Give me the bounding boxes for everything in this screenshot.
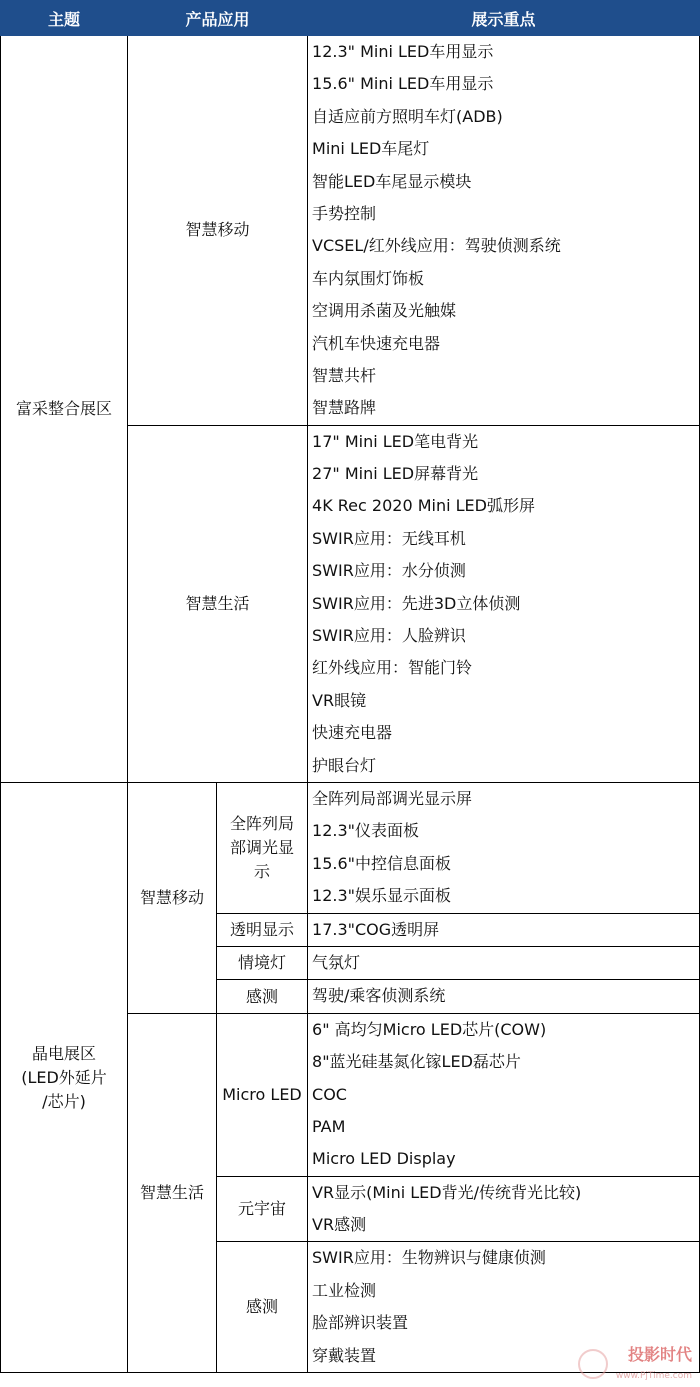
group-label-line: 部调光显 — [230, 837, 295, 857]
zone2-mobility-group-0-points — [308, 782, 700, 913]
zone2-living-group-1: 元宇宙 — [217, 1176, 308, 1242]
list-item: 脸部辨识装置 — [312, 1313, 409, 1333]
list-item: 6" 高均匀Micro LED芯片(COW) — [312, 1019, 547, 1039]
list-item: 12.3"娱乐显示面板 — [312, 886, 452, 906]
zone2-mobility-group-3: 感测 — [217, 980, 308, 1013]
group-label-line: 示 — [254, 861, 271, 881]
list-item: 17" Mini LED笔电背光 — [312, 431, 479, 451]
zone2-living-label: 智慧生活 — [128, 1013, 217, 1372]
zone2-mobility-row-1 — [1, 782, 700, 913]
list-item: 汽机车快速充电器 — [312, 333, 441, 353]
list-item: 智慧共杆 — [312, 365, 377, 385]
zone2-living-group-1-points — [308, 1176, 700, 1242]
list-item: SWIR应用：无线耳机 — [312, 528, 466, 548]
zone1-name: 富采整合展区 — [1, 36, 128, 783]
zone2-living-group-0-points — [308, 1013, 700, 1176]
list-item: 15.6" Mini LED车用显示 — [312, 74, 494, 94]
group-label-line: 全阵列局 — [230, 813, 295, 833]
list-item: 8"蓝光硅基氮化镓LED磊芯片 — [312, 1052, 521, 1072]
header-theme: 主题 — [1, 1, 128, 36]
zone2-name-line2: (LED外延片 — [21, 1067, 107, 1087]
zone2-mobility-group-2: 情境灯 — [217, 946, 308, 979]
list-item: 自适应前方照明车灯(ADB) — [312, 106, 503, 126]
zone2-name — [1, 782, 128, 1372]
list-item: SWIR应用：先进3D立体侦测 — [312, 593, 521, 613]
zone2-mobility-group-1-points — [308, 913, 700, 946]
list-item: 4K Rec 2020 Mini LED弧形屏 — [312, 496, 535, 516]
list-item: Mini LED车尾灯 — [312, 139, 430, 159]
watermark-text: 投影时代 — [627, 1345, 692, 1364]
list-item: VR感测 — [312, 1215, 367, 1235]
list-item: 手势控制 — [312, 203, 377, 223]
list-item: SWIR应用：水分侦测 — [312, 561, 466, 581]
watermark-logo-icon — [578, 1349, 608, 1379]
zone2-living-group-2: 感测 — [217, 1242, 308, 1373]
header-row — [1, 1, 700, 36]
list-item: 空调用杀菌及光触媒 — [312, 301, 457, 321]
list-item: PAM — [312, 1116, 346, 1136]
list-item: 17.3"COG透明屏 — [312, 919, 440, 939]
zone1-living-points — [308, 425, 700, 782]
list-item: SWIR应用：生物辨识与健康侦测 — [312, 1248, 546, 1268]
zone2-mobility-label: 智慧移动 — [128, 782, 217, 1013]
list-item: 护眼台灯 — [312, 755, 377, 775]
zone2-mobility-group-0 — [217, 782, 308, 913]
list-item: 全阵列局部调光显示屏 — [312, 788, 473, 808]
zone2-mobility-group-1: 透明显示 — [217, 913, 308, 946]
zone1-mobility-points — [308, 36, 700, 426]
list-item: VR显示(Mini LED背光/传统背光比较) — [312, 1182, 582, 1202]
list-item: 智能LED车尾显示模块 — [312, 171, 472, 191]
list-item: 快速充电器 — [312, 723, 393, 743]
list-item: 15.6"中控信息面板 — [312, 853, 452, 873]
list-item: 车内氛围灯饰板 — [312, 268, 425, 288]
list-item: 12.3"仪表面板 — [312, 821, 420, 841]
list-item: 气氛灯 — [312, 952, 361, 972]
list-item: 27" Mini LED屏幕背光 — [312, 464, 479, 484]
header-application: 产品应用 — [128, 1, 308, 36]
list-item: 12.3" Mini LED车用显示 — [312, 42, 494, 61]
zone2-mobility-group-3-points — [308, 980, 700, 1013]
zone2-name-line1: 晶电展区 — [31, 1043, 96, 1063]
zone1-mobility-label: 智慧移动 — [128, 36, 308, 426]
header-focus: 展示重点 — [308, 1, 700, 36]
zone1-mobility-row — [1, 36, 700, 426]
zone2-living-group-0: Micro LED — [217, 1013, 308, 1176]
list-item: 红外线应用：智能门铃 — [312, 658, 473, 678]
list-item: VR眼镜 — [312, 690, 367, 710]
zone2-name-line3: /芯片) — [42, 1091, 86, 1111]
list-item: 穿戴装置 — [312, 1345, 377, 1365]
list-item: Micro LED Display — [312, 1149, 456, 1169]
list-item: 工业检测 — [312, 1280, 377, 1300]
zone1-living-label: 智慧生活 — [128, 425, 308, 782]
watermark-url: www.PjTime.com — [615, 1371, 692, 1381]
list-item: SWIR应用：人脸辨识 — [312, 626, 466, 646]
list-item: 智慧路牌 — [312, 398, 377, 418]
list-item: COC — [312, 1084, 347, 1104]
list-item: 驾驶/乘客侦测系统 — [312, 986, 446, 1006]
list-item: VCSEL/红外线应用：驾驶侦测系统 — [312, 236, 561, 256]
zone2-mobility-group-2-points — [308, 946, 700, 979]
